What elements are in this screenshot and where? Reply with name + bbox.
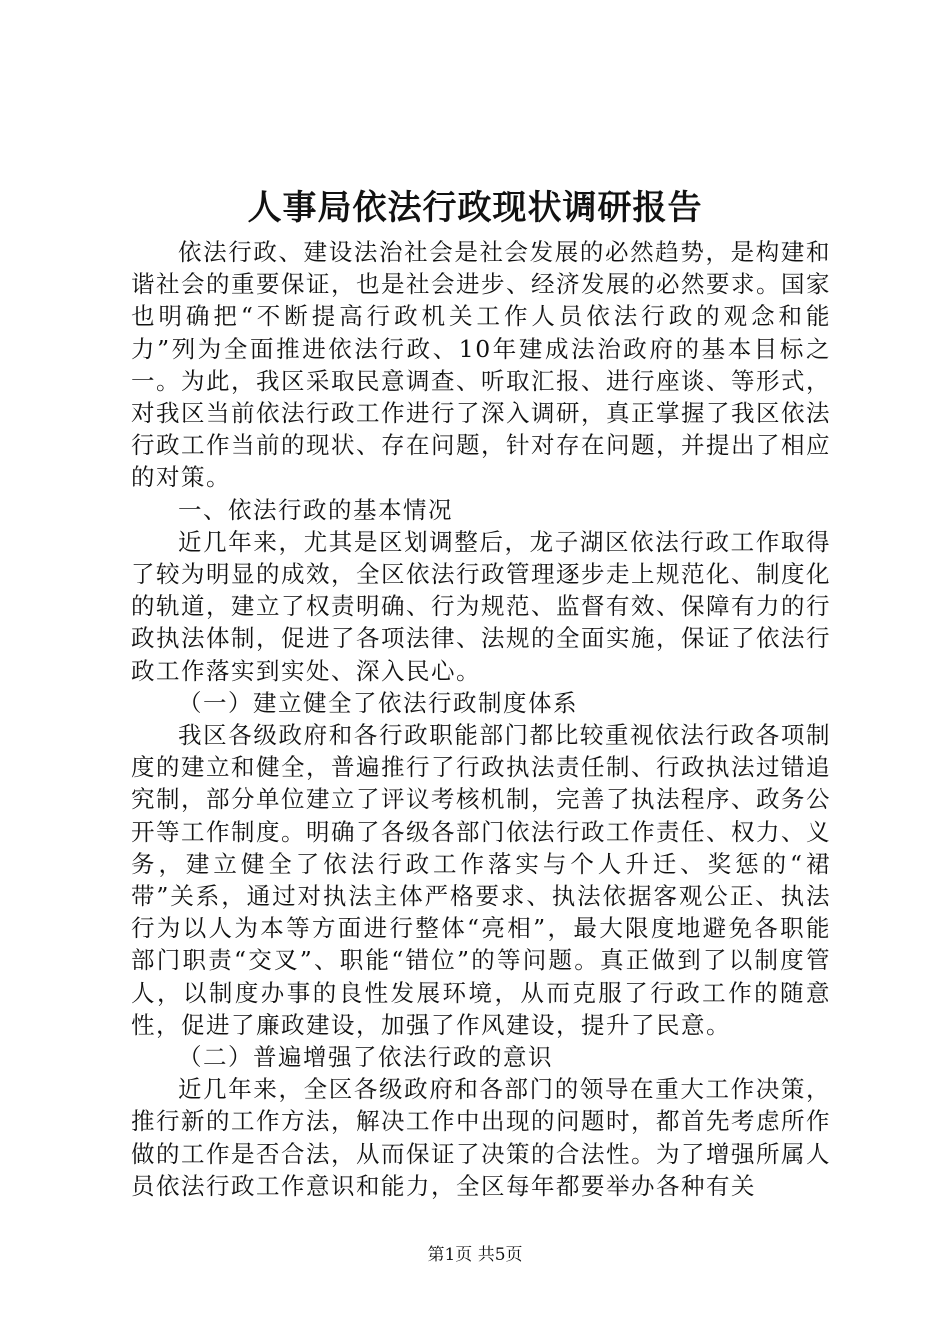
subsection-heading-2: （二）普遍增强了依法行政的意识 xyxy=(178,1043,553,1072)
page-number-footer: 第1页 共5页 xyxy=(427,1245,523,1265)
paragraph-basic-situation: 近几年来，尤其是区划调整后，龙子湖区依法行政工作取得了较为明显的成效，全区依法行政管理逐步走上规范化、制度化的轨道，建立了权责明确、行为规范、监督有效、保障有力的行政执法体制，促进了各项法律、法规的全面实施，保证了依法行政工作落实到实处、深入民心。 xyxy=(131,527,831,685)
document-title: 人事局依法行政现状调研报告 xyxy=(247,188,703,228)
section-heading-1: 一、依法行政的基本情况 xyxy=(178,495,453,524)
document-body xyxy=(131,236,831,1202)
paragraph-awareness: 近几年来，全区各级政府和各部门的领导在重大工作决策，推行新的工作方法，解决工作中出现的问题时，都首先考虑所作做的工作是否合法，从而保证了决策的合法性。为了增强所属人员依法行政工作意识和能力，全区每年都要举办各种有关 xyxy=(131,1075,831,1200)
paragraph-intro: 依法行政、建设法治社会是社会发展的必然趋势，是构建和谐社会的重要保证，也是社会进步、经济发展的必然要求。国家也明确把“不断提高行政机关工作人员依法行政的观念和能力”列为全面推进依法行政、10年建成法治政府的基本目标之一。为此，我区采取民意调查、听取汇报、进行座谈、等形式，对我区当前依法行政工作进行了深入调研，真正掌握了我区依法行政工作当前的现状、存在问题，针对存在问题，并提出了相应的对策。 xyxy=(131,238,831,492)
paragraph-system: 我区各级政府和各行政职能部门都比较重视依法行政各项制度的建立和健全，普遍推行了行政执法责任制、行政执法过错追究制，部分单位建立了评议考核机制，完善了执法程序、政务公开等工作制度。明确了各级各部门依法行政工作责任、权力、义务，建立健全了依法行政工作落实与个人升迁、奖惩的“裙带”关系，通过对执法主体严格要求、执法依据客观公正、执法行为以人为本等方面进行整体“亮相”，最大限度地避免各职能部门职责“交叉”、职能“错位”的等问题。真正做到了以制度管人，以制度办事的良性发展环境，从而克服了行政工作的随意性，促进了廉政建设，加强了作风建设，提升了民意。 xyxy=(131,721,831,1039)
subsection-heading-1: （一）建立健全了依法行政制度体系 xyxy=(178,688,578,717)
